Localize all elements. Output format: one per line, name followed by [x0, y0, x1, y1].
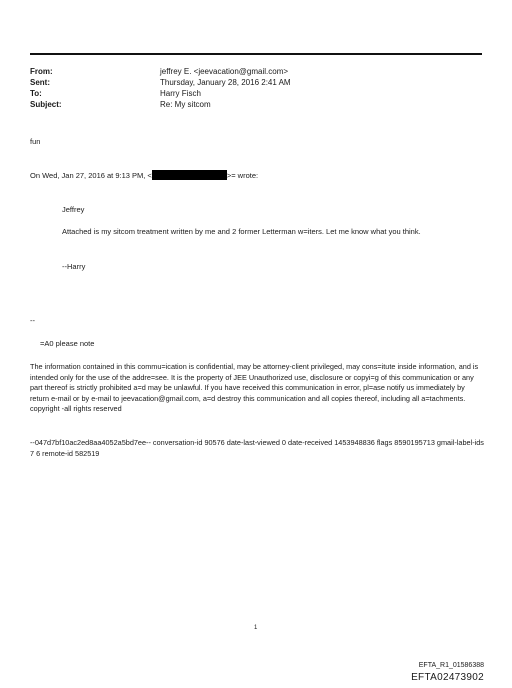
efta-stamp-small: EFTA_R1_01586388 — [418, 662, 484, 669]
sent-value: Thursday, January 28, 2016 2:41 AM — [160, 78, 291, 87]
from-value: jeffrey E. <jeevacation@gmail.com> — [160, 67, 289, 76]
subject-row — [30, 99, 291, 110]
quote-signoff: --Harry — [62, 262, 86, 271]
email-header — [30, 66, 291, 110]
signature-separator: -- — [30, 316, 35, 325]
quote-greeting: Jeffrey — [62, 205, 85, 214]
page-number: 1 — [254, 625, 258, 631]
quote-intro — [30, 170, 258, 182]
confidentiality-disclaimer: The information contained in this commu=ication is confidential, may be attorney-client privileged, may cons=itute inside information, and is intended only for the use of the addre=see. It is the property of JEE Unauthorized use, disclosure or copyi=g of this communication or any part thereof is strictly prohibited a=d may be unlawful. If you have received this communication in error, pl=ase notify us immediately by return e-mail or by e-mail to jeevacation@gmail.com, a=d destroy this communication and all copies thereof, including all a=tachments. copyright -all rights reserved — [30, 362, 479, 413]
from-row — [30, 66, 291, 77]
reply-text: fun — [30, 137, 41, 146]
efta-stamp-large: EFTA02473902 — [411, 672, 484, 683]
subject-value: Re: My sitcom — [160, 100, 211, 109]
sent-row — [30, 77, 291, 88]
header-rule — [30, 53, 482, 55]
quote-intro-pre: On Wed, Jan 27, 2016 at 9:13 PM, < — [30, 171, 152, 180]
quote-intro-post: >= wrote: — [226, 171, 259, 180]
redaction-bar — [152, 170, 227, 180]
quote-message: Attached is my sitcom treatment written by me and 2 former Letterman w=iters. Let me know what you think. — [62, 227, 421, 236]
from-label: From: — [30, 67, 53, 76]
message-metadata: --047d7bf10ac2ed8aa4052a5bd7ee-- conversation-id 90576 date-last-viewed 0 date-received 1453948836 flags 8590195713 gmail-label-ids 7 6 remote-id 582519 — [30, 438, 484, 458]
subject-label: Subject: — [30, 100, 62, 109]
to-value: Harry Fisch — [160, 89, 201, 98]
please-note: =A0 please note — [40, 339, 95, 348]
sent-label: Sent: — [30, 78, 50, 87]
to-row — [30, 88, 291, 99]
to-label: To: — [30, 89, 42, 98]
